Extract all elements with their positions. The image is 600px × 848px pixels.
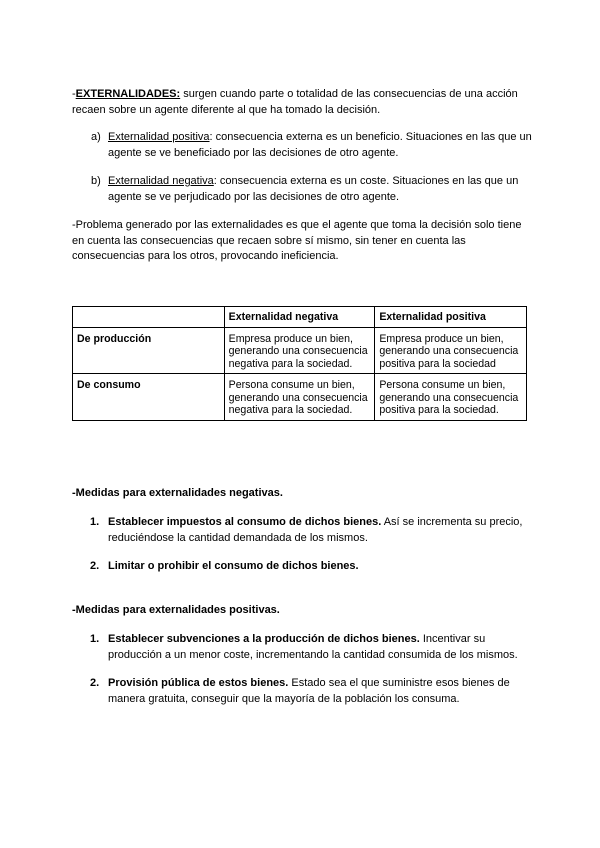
table-cell: Persona consume un bien, generando una consecuencia negativa para la sociedad. bbox=[224, 374, 375, 421]
negative-measure-1 bbox=[72, 515, 532, 546]
type-definition: : consecuencia externa es un beneficio. Situaciones en las que un agente se ve beneficiado por las decisiones de otro agente. bbox=[108, 131, 532, 159]
list-marker: 1. bbox=[90, 516, 100, 528]
intro-prefix: - bbox=[72, 88, 76, 100]
measure-text: Así se incrementa su precio, reduciéndose la cantidad demandada de los mismos. bbox=[108, 516, 523, 544]
row-label: De producción bbox=[73, 327, 225, 374]
list-marker: 1. bbox=[90, 633, 100, 645]
table-row bbox=[73, 327, 527, 374]
table-row bbox=[73, 374, 527, 421]
list-marker: 2. bbox=[90, 677, 100, 689]
intro-text: surgen cuando parte o totalidad de las consecuencias de una acción recaen sobre un agente diferente al que ha tomado la decisión. bbox=[72, 88, 518, 116]
type-term: Externalidad negativa bbox=[108, 175, 214, 187]
list-marker: a) bbox=[91, 131, 101, 143]
intro-title: EXTERNALIDADES: bbox=[75, 88, 181, 100]
negative-measure-2 bbox=[72, 559, 532, 575]
positive-measure-2 bbox=[72, 676, 532, 707]
table-cell: Empresa produce un bien, generando una consecuencia negativa para la sociedad. bbox=[224, 327, 375, 374]
table-header: Externalidad negativa bbox=[224, 307, 375, 328]
externality-type-b bbox=[72, 174, 532, 205]
externalities-table bbox=[72, 306, 527, 421]
row-label: De consumo bbox=[73, 374, 225, 421]
measure-text: Incentivar su producción a un menor coste, incrementando la cantidad consumida de los mismos. bbox=[108, 633, 518, 661]
intro-paragraph bbox=[72, 87, 532, 118]
measure-heading: Limitar o prohibir el consumo de dichos bienes. bbox=[108, 560, 359, 572]
measure-heading: Establecer subvenciones a la producción de dichos bienes. bbox=[108, 633, 420, 645]
problem-paragraph: -Problema generado por las externalidades es que el agente que toma la decisión solo tiene en cuenta las consecuencias que recaen sobre sí mismo, sin tener en cuenta las consecuencias para los otros, provocando ineficiencia. bbox=[72, 219, 522, 262]
measure-heading: Establecer impuestos al consumo de dichos bienes. bbox=[108, 516, 382, 528]
table-corner-cell bbox=[73, 307, 225, 328]
positive-measure-1 bbox=[72, 632, 532, 663]
measure-text: Estado sea el que suministre esos bienes de manera gratuita, conseguir que la mayoría de la población los consuma. bbox=[108, 677, 510, 705]
type-term: Externalidad positiva bbox=[108, 131, 210, 143]
list-marker: b) bbox=[91, 175, 101, 187]
list-marker: 2. bbox=[90, 560, 100, 572]
externality-type-a bbox=[72, 130, 532, 161]
table-cell: Empresa produce un bien, generando una consecuencia positiva para la sociedad bbox=[375, 327, 527, 374]
table-header-row bbox=[73, 307, 527, 328]
measure-heading: Provisión pública de estos bienes. bbox=[108, 677, 289, 689]
table-header: Externalidad positiva bbox=[375, 307, 527, 328]
negative-measures-title: -Medidas para externalidades negativas. bbox=[72, 487, 283, 499]
table-cell: Persona consume un bien, generando una consecuencia positiva para la sociedad. bbox=[375, 374, 527, 421]
type-definition: : consecuencia externa es un coste. Situaciones en las que un agente se ve perjudicado por las decisiones de otro agente. bbox=[108, 175, 519, 203]
positive-measures-title: -Medidas para externalidades positivas. bbox=[72, 604, 280, 616]
